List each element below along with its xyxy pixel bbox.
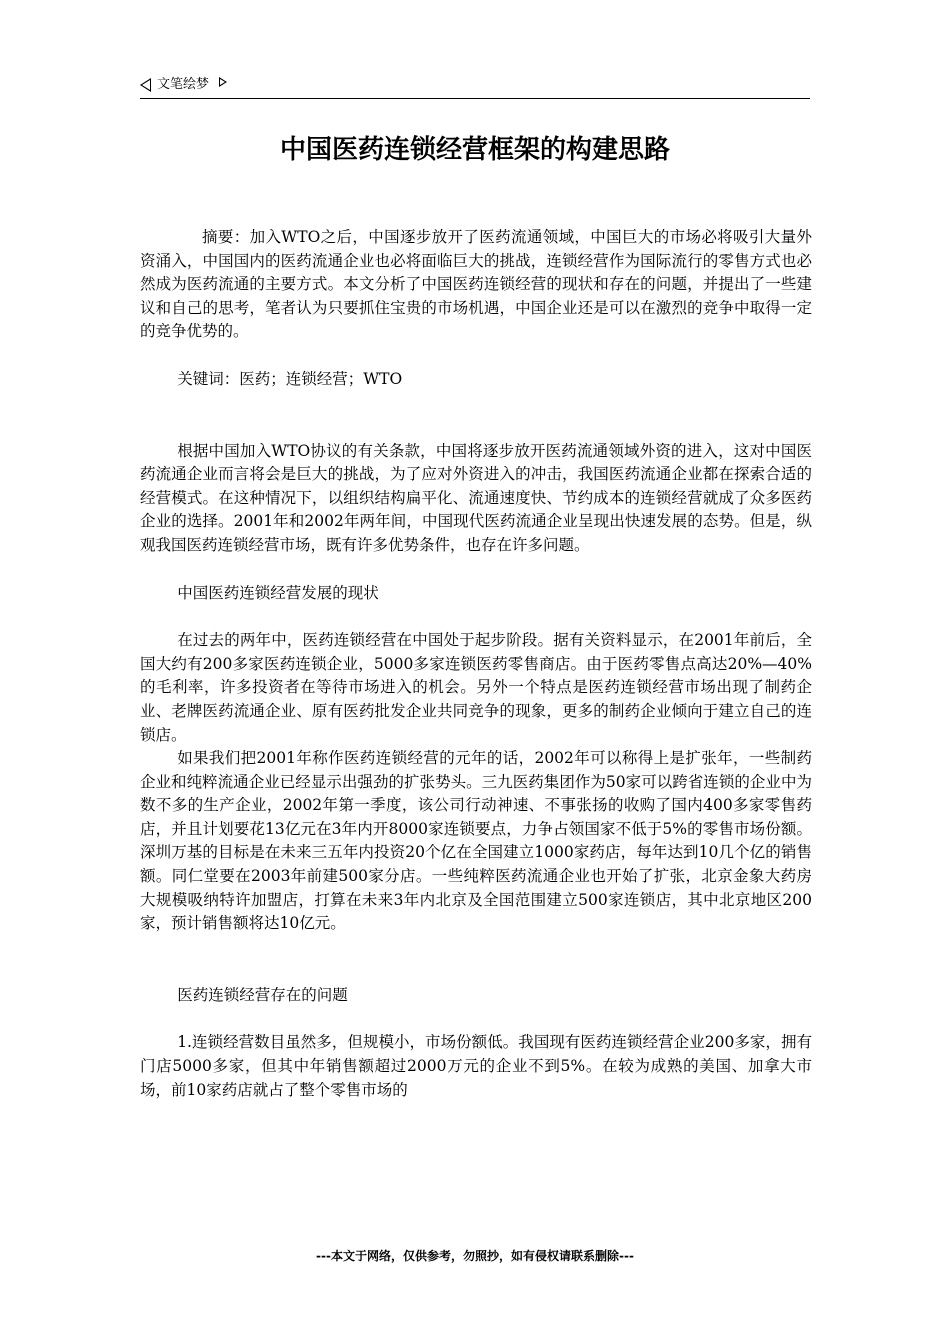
body-paragraph: 如果我们把2001年称作医药连锁经营的元年的话，2002年可以称得上是扩张年，一些制药企业和纯粹流通企业已经显示出强劲的扩张势头。三九医药集团作为50家可以跨省连锁的企业中为数不多的生产企业，2002年第一季度，该公司行动神速、不事张扬的收购了国内400多家零售药店，并且计划要花13亿元在3年内开8000家连锁要点，力争占领国家不低于5%的零售市场份额。深圳万基的目标是在未来三五年内投资20个亿在全国建立1000家药店，每年达到10几个亿的销售额。同仁堂要在2003年前建500家分店。一些纯粹医药流通企业也开始了扩张，北京金象大药房大规模吸纳特许加盟店，打算在未来3年内北京及全国范围建立500家连锁店，其中北京地区200家，预计销售额将达10亿元。	[140, 749, 812, 933]
abstract-paragraph: 摘要：加入WTO之后，中国逐步放开了医药流通领域，中国巨大的市场必将吸引大量外资涌入，中国国内的医药流通企业也必将面临巨大的挑战，连锁经营作为国际流行的零售方式也必然成为医药流通的主要方式。本文分析了中国医药连锁经营的现状和存在的问题，并提出了一些建议和自己的思考，笔者认为只要抓住宝贵的市场机遇，中国企业还是可以在激烈的竞争中取得一定的竞争优势的。	[140, 228, 812, 341]
page-title: 中国医药连锁经营框架的构建思路	[279, 135, 670, 165]
keywords: 关键词：医药；连锁经营；WTO	[177, 369, 403, 388]
footer-disclaimer: ---本文于网络，仅供参考，勿照抄，如有侵权请联系删除---	[316, 1249, 634, 1263]
section-heading: 中国医药连锁经营发展的现状	[177, 583, 379, 602]
section-heading: 医药连锁经营存在的问题	[177, 985, 348, 1004]
triangle-left-icon	[140, 78, 151, 92]
page-header	[140, 72, 810, 99]
intro-paragraph: 根据中国加入WTO协议的有关条款，中国将逐步放开医药流通领域外资的进入，这对中国医药流通企业而言将会是巨大的挑战，为了应对外资进入的冲击，我国医药流通企业都在探索合适的经营模式。在这种情况下，以组织结构扁平化、流通速度快、节约成本的连锁经营就成了众多医药企业的选择。2001年和2002年两年间，中国现代医药流通企业呈现出快速发展的态势。但是，纵观我国医药连锁经营市场，既有许多优势条件，也存在许多问题。	[140, 441, 812, 554]
triangle-right-icon	[219, 77, 227, 87]
body-paragraph: 1.连锁经营数目虽然多，但规模小，市场份额低。我国现有医药连锁经营企业200多家，拥有门店5000多家，但其中年销售额超过2000万元的企业不到5%。在较为成熟的美国、加拿大市场，前10家药店就占了整个零售市场的	[140, 1033, 812, 1099]
header-label: 文笔绘梦	[157, 77, 210, 92]
article-body	[140, 226, 812, 1102]
body-paragraph: 在过去的两年中，医药连锁经营在中国处于起步阶段。据有关资料显示，在2001年前后，全国大约有200多家医药连锁企业，5000多家连锁医药零售商店。由于医药零售点高达20%—40%的毛利率，许多投资者在等待市场进入的机会。另外一个特点是医药连锁经营市场出现了制药企业、老牌医药流通企业、原有医药批发企业共同竞争的现象，更多的制药企业倾向于建立自己的连锁店。	[140, 631, 812, 744]
